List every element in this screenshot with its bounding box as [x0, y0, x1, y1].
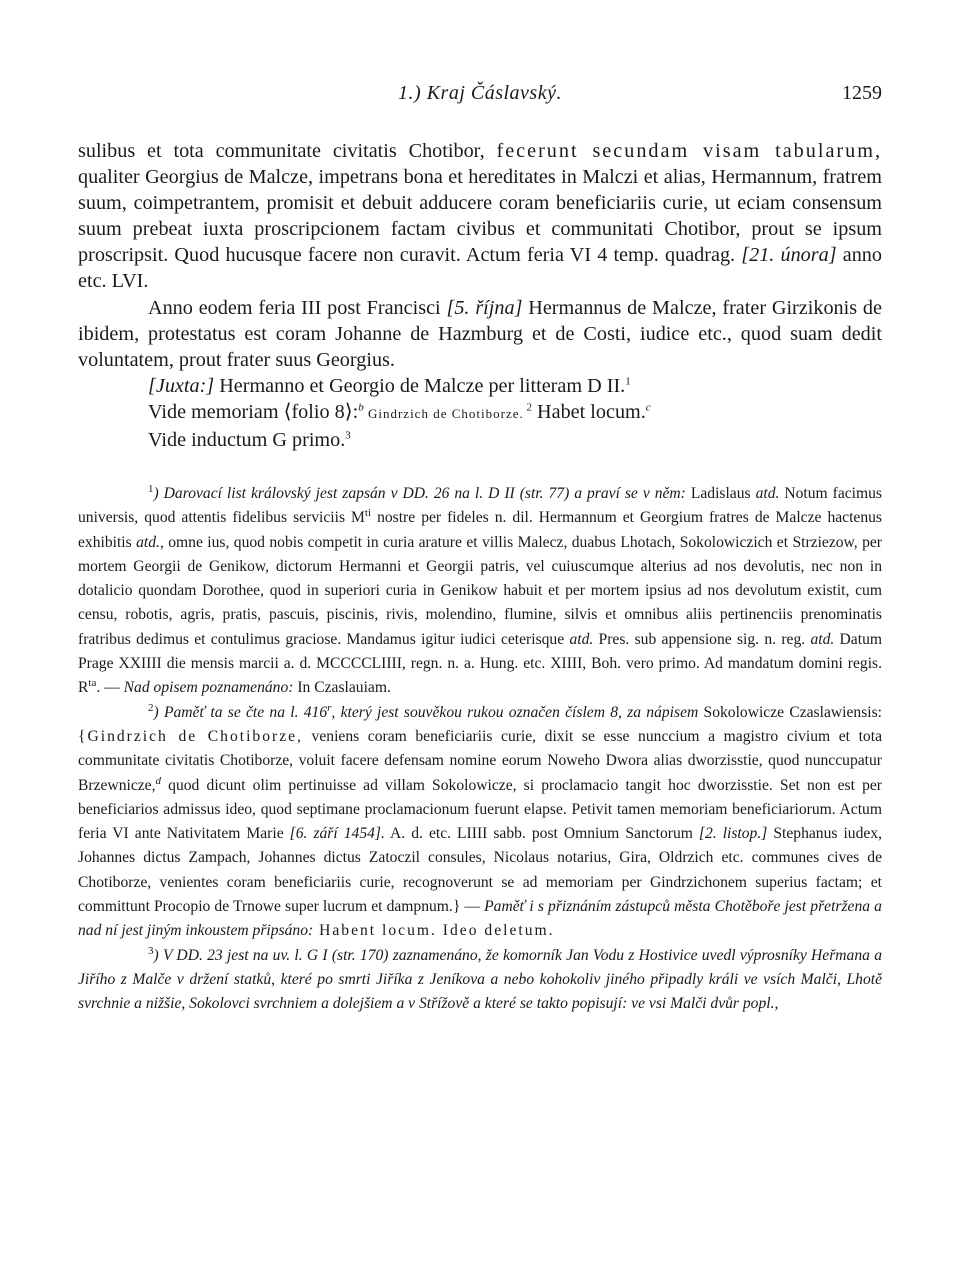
- spaced-text: {Gindrzich de Chotiborze,: [78, 727, 303, 745]
- small-text: Gindrzich de Chotiborze.: [363, 405, 524, 421]
- text-span: sulibus et tota communitate civitatis Chotibor,: [78, 140, 497, 162]
- editor-comment: , který jest souvěkou rukou označen číslem 8, za nápisem: [331, 703, 699, 721]
- text-span: anno etc. LVI.: [78, 244, 882, 293]
- abbrev: atd.: [810, 630, 835, 648]
- text-span: Notum facimus universis, quod attentis fidelibus serviciis M: [78, 485, 882, 527]
- text-span: Ladislaus: [685, 485, 756, 502]
- page-number: 1259: [842, 82, 882, 104]
- editor-date: [5. října]: [446, 296, 523, 319]
- superscript: ta: [88, 677, 97, 690]
- text-span: Stephanus iudex, Johannes dictus Zampach, Johannes dictus Zatoczil consules, Nicolaus notarius, Gira, Oldrzich etc. communes cives de Chotiborze, venientes coram beneficiariis curie, recognoverunt se ad memoriam per Gindrzichonem superius factam; et committunt Procopio de Trnowe super lucrum et dampnum.} —: [78, 825, 883, 916]
- text-span: , omne ius, quod nobis competit in curia arature et villis Malecz, duabus Lhotach, Sokolowiczich et Strziezow, per mortem Georgii de Genikow, dictorum Hermanni et Georgii patris, vel cuiuscumque alterius ad nos devolutis, nec non in dotalicio quondam Dorothee, quod in superiori curia in Genikow habuit et per mortem ipsius ad nos devolutum existit, cum censu, robotis, agris, pratis, pascuis, piscinis, rivis, molendino, flumine, silvis et omnibus aliis pertinenciis prenominatis fratribus dedimus et contulimus graciose. Mandamus igitur iudici ceterisque: [78, 533, 883, 648]
- text-span: Sokolowicze Czaslawiensis:: [698, 703, 882, 721]
- abbrev: atd.: [136, 533, 160, 551]
- spaced-text: Habent locum. Ideo deletum.: [313, 922, 555, 940]
- footnote-ref-1: 1: [625, 375, 631, 388]
- text-span: Datum Prage XXIIII die mensis marcii a. d. MCCCCLIIII, regn. n. a. Hung. etc. XIIII, Boh. vero primo. Ad mandatum domini regis. R: [78, 630, 882, 697]
- running-header: [78, 82, 882, 112]
- text-span: veniens coram beneficiariis curie, dixit se esse nunccium a magistro civium et tota communitate civitatis Chotiborze, voluit facere defensam nomine eorum Noweho Dwora alias dworzisstie, quod nunccupatur Brzewnicze,: [78, 727, 882, 794]
- editor-date: [21. února]: [741, 244, 837, 267]
- text-span: Pres. sub appensione sig. n. reg.: [593, 630, 811, 648]
- text-span: Vide memoriam ⟨folio 8⟩:: [148, 400, 359, 423]
- paragraph-3: [78, 373, 882, 399]
- text-span: qualiter Georgius de Malcze, impetrans bona et hereditates in Malczi et alias, Hermannum, fratrem suum, coimpetrantem, promisit et debuit adducere coram beneficiariis curie, ut eciam consensum suum prebeat iuxta proscripcionem factam civibus et communitati Chotibor, prout se ipsum proscripsit. Quod hucusque facere non curavit. Actum feria VI 4 temp. quadrag.: [78, 166, 882, 267]
- footnote-number: 3: [148, 944, 154, 957]
- text-span: Hermannus de Malcze, frater Girzikonis de ibidem, protestatus est coram Johanne de Hazmburg et de Costi, iudice etc., quod suam dedit voluntatem, prout frater suus Georgius.: [78, 296, 882, 371]
- paragraph-4: [78, 399, 882, 427]
- variant-ref-c: c: [645, 401, 651, 414]
- variant-ref-b: b: [358, 401, 364, 414]
- running-title: 1.) Kraj Čáslavský.: [398, 82, 562, 104]
- abbrev: atd.: [569, 630, 594, 648]
- text-span: Vide inductum G primo.: [148, 429, 346, 452]
- text-span: A. d. etc. LIIII sabb. post Omnium Sanctorum: [384, 825, 699, 843]
- abbrev: atd.: [755, 485, 780, 502]
- text-span: Habet locum.: [531, 400, 646, 423]
- text-span: quod dicunt olim pertinuisse ad villam Sokolowicze, si proclamacio tangit hoc dworzisstie. Set non est per beneficiarios admissus ideo, quod septimane proclamacionum fuerunt elapse. Petivit tamen memoriam beneficiariorum. Actum feria VI ante Nativitatem Marie: [78, 776, 882, 843]
- superscript: ti: [364, 507, 372, 520]
- editor-comment: ) V DD. 23 jest na uv. l. G I (str. 170) zaznamenáno, že komorník Jan Vodu z Hostivice uvedl výprosníky Heřmana a Jiřího z Malče v držení statků, které po smrti Jiříka z Jeníkova a nebo kohokoliv jiného připadly králi ve vsích Malči, Lhotě svrchnie a nižšie, Sokolovci svrchniem a dolejšiem a v Střížově a které se takto popisují: ve vsi Malči dvůr popl.,: [78, 946, 882, 1013]
- paragraph-1: [78, 138, 882, 295]
- superscript: r: [327, 701, 332, 714]
- footnote-2: [78, 701, 882, 944]
- spaced-text: fecerunt secundam visam tabularum,: [496, 140, 882, 162]
- footnote-ref-3: 3: [345, 429, 351, 442]
- footnotes: [78, 482, 882, 1017]
- editor-comment: Paměť i s přiznáním zástupců města Chotěboře jest přetržena a nad ní jest jiným inkoustem připsáno:: [78, 898, 882, 940]
- text-span: In Czaslauiam.: [293, 679, 391, 697]
- footnote-3: [78, 944, 882, 1017]
- editor-comment: ) Paměť ta se čte na l. 416: [153, 703, 328, 721]
- paragraph-2: [78, 295, 882, 373]
- variant-ref-d: d: [155, 774, 161, 787]
- editor-comment: Nad opisem poznamenáno:: [123, 679, 294, 697]
- footnote-number: 1: [148, 482, 154, 495]
- footnote-number: 2: [148, 701, 154, 714]
- paragraph-5: [78, 427, 882, 453]
- text-span: Hermanno et Georgio de Malcze per litteram D II.: [214, 374, 626, 397]
- editor-note: [Juxta:]: [148, 374, 215, 397]
- text-span: Anno eodem feria III post Francisci: [148, 296, 447, 319]
- text-span: nostre per fideles n. dil. Hermannum et Georgium fratres de Malcze hactenus exhibitis: [78, 509, 883, 551]
- footnote-1: [78, 482, 882, 701]
- text-span: . —: [96, 679, 124, 697]
- footnote-ref-2: 2: [523, 401, 532, 414]
- main-text: [78, 138, 882, 453]
- editor-date: [2. listop.]: [698, 825, 768, 843]
- editor-date: [6. září 1454].: [289, 825, 385, 843]
- editor-comment: ) Darovací list královský jest zapsán v DD. 26 na l. D II (str. 77) a praví se v něm:: [153, 485, 686, 502]
